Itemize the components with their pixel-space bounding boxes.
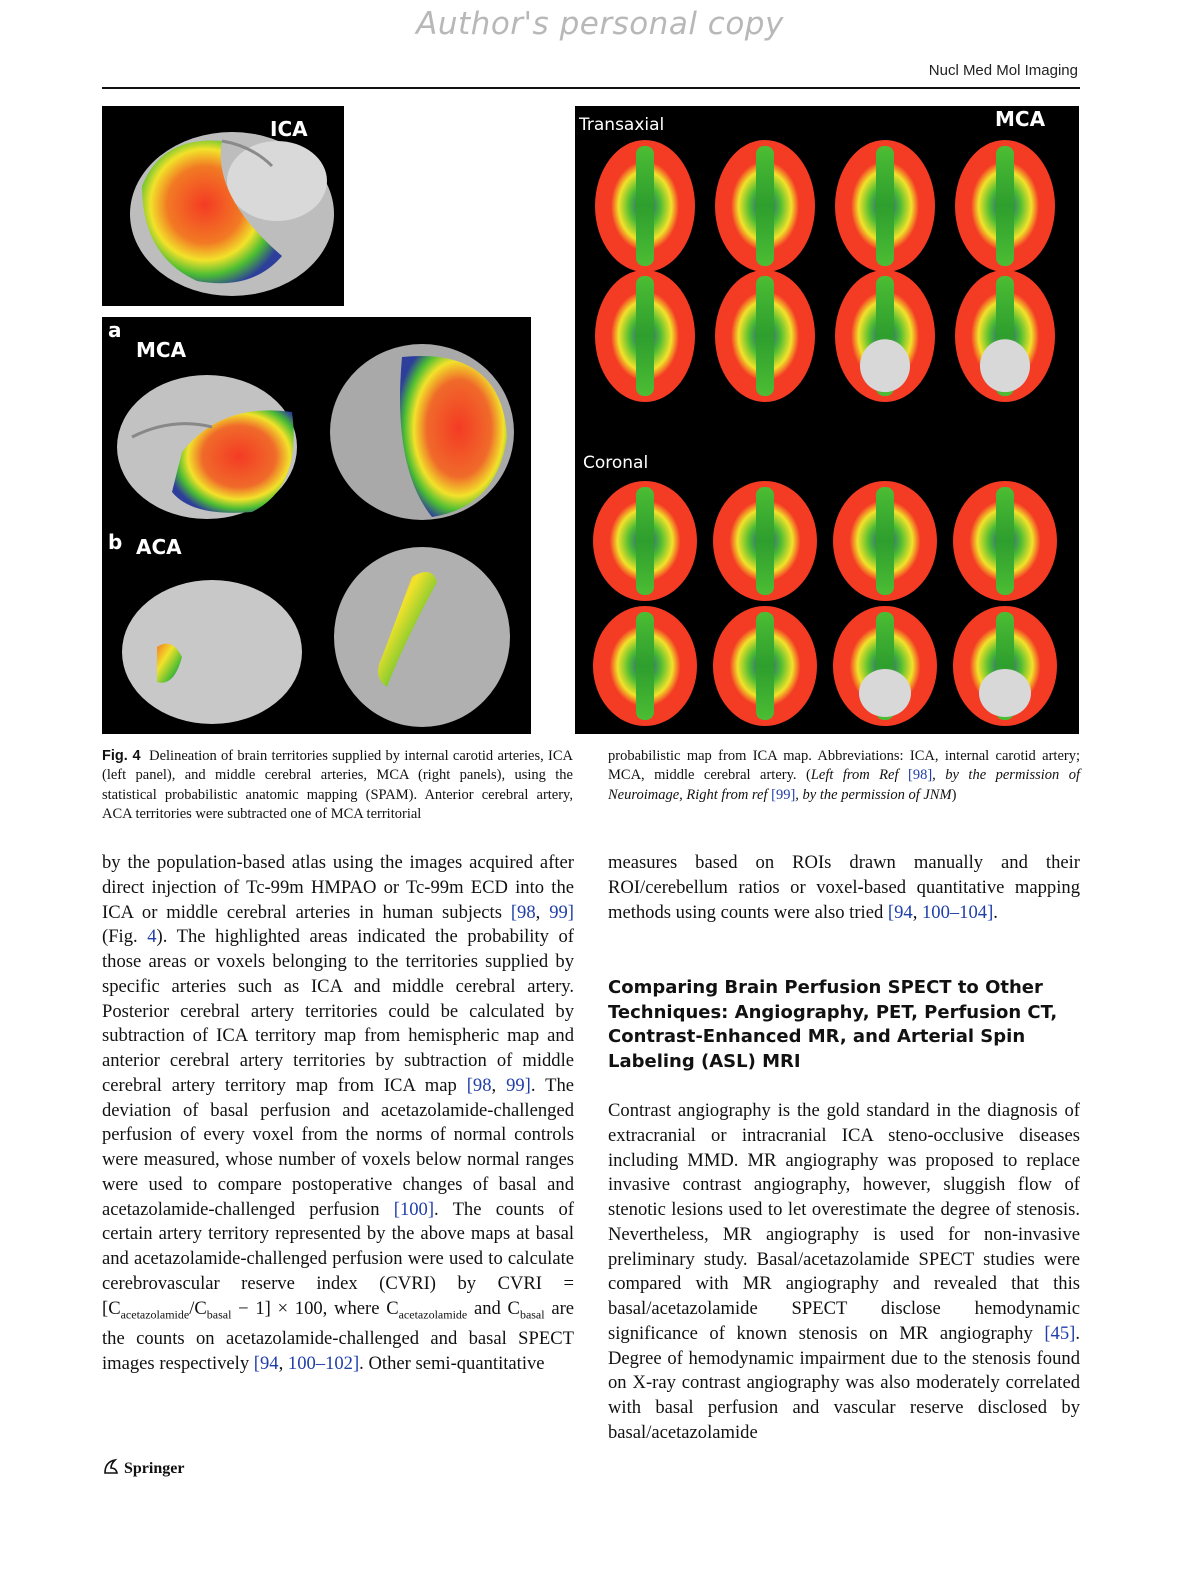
ref-link[interactable]: 100–102] [287, 1352, 360, 1374]
brain-slice-midline [636, 276, 654, 396]
cerebellum-region [860, 339, 910, 392]
header-rule [102, 87, 1080, 89]
figure-caption-right: probabilistic map from ICA map. Abbreviations: ICA, internal carotid artery; MCA, middle cerebral artery. (Left from Ref [98], by the permission of Neuroimage, Right from ref [99], by the permission of JNM) [608, 748, 1081, 803]
panel-ica-label: ICA [270, 117, 308, 141]
panel-b-letter: b [108, 530, 123, 554]
cerebellum-region [980, 339, 1030, 392]
ref-link[interactable]: [100] [393, 1198, 435, 1220]
right-transaxial-label: Transaxial [579, 115, 665, 135]
brain-slice-midline [636, 487, 654, 595]
cerebellum-region [859, 669, 911, 717]
brain-slice-midline [756, 487, 774, 595]
figure-panel-mca-aca [102, 317, 531, 734]
footer-publisher: Springer [102, 1458, 184, 1481]
ref-link[interactable]: [94 [887, 901, 913, 923]
brain-slice-midline [996, 487, 1014, 595]
ref-link[interactable]: [94 [253, 1352, 279, 1374]
ref-link[interactable]: [99] [771, 786, 796, 803]
caption-fig-label: Fig. 4 [102, 748, 141, 764]
slice-grid [593, 140, 1057, 726]
body-column-left: by the population-based atlas using the images acquired after direct injection of Tc-99m HMPAO or Tc-99m ECD into the ICA or middle cerebral arteries in human subjects [98, 99] (Fig. 4). The highlighted areas indicated the probability of those areas or voxels belonging to the territories supplied by specific arteries such as ICA and middle cerebral artery. Posterior cerebral artery territories could be calculated by subtraction of ICA territory map from hemispheric map and anterior cerebral artery territories by subtraction of middle cerebral artery territory map from ICA map [98, 99]. The deviation of basal perfusion and acetazolamide-challenged perfusion of every voxel from the norms of normal controls were measured, whose number of voxels below normal ranges were used to compare postoperative changes of basal and acetazolamide-challenged perfusion [100]. The counts of certain artery territory represented by the above maps at basal and acetazolamide-challenged perfusion were used to calculate cerebrovascular reserve index (CVRI) by CVRI = $[C_{acetazolamide}/C_{basal} - 1] \times 100$, where $C_{acetazolamide}$ and $C_{basal}$ are the counts on acetazolamide-challenged and basal SPECT images respectively [94, 100–102]. Other semi-quantitative [102, 852, 575, 1374]
ref-link[interactable]: 100–104] [921, 901, 994, 923]
ref-link[interactable]: 99] [549, 901, 574, 923]
springer-logo-icon [102, 1458, 120, 1481]
figure-panel-ica [102, 106, 344, 306]
watermark: Author's personal copy [416, 6, 784, 42]
ref-link[interactable]: 99] [506, 1074, 531, 1096]
brain-slice-midline [876, 487, 894, 595]
ref-link[interactable]: [98 [466, 1074, 492, 1096]
panel-b-label: ACA [136, 535, 182, 559]
ref-link[interactable]: [98] [908, 767, 933, 784]
brain-slice-midline [876, 146, 894, 266]
brain-slice-midline [636, 612, 654, 720]
right-mca-label: MCA [995, 107, 1046, 131]
ref-link[interactable]: [45] [1044, 1322, 1076, 1344]
section-heading: Comparing Brain Perfusion SPECT to Other Techniques: Angiography, PET, Perfusion CT, Contrast-Enhanced MR, and Arterial Spin Labeling (ASL) MRI [608, 977, 1058, 1072]
figure-caption-left [102, 747, 573, 824]
caption-left-text: Delineation of brain territories supplied by internal carotid arteries, ICA (left panel), and middle cerebral arteries, MCA (right panels), using the statistical probabilistic anatomic mapping (SPAM). Anterior cerebral artery, ACA territories were subtracted one of MCA territorial [102, 748, 573, 822]
figure-panel-mca-slices [575, 106, 1079, 734]
panel-a-letter: a [108, 318, 122, 342]
brain-slice-midline [636, 146, 654, 266]
brain-slice-midline [756, 276, 774, 396]
body-column-right-top: measures based on ROIs drawn manually and their ROI/cerebellum ratios or voxel-based quantitative mapping methods using counts were also tried [94, 100–104]. [608, 852, 1080, 923]
brain-slice-midline [756, 146, 774, 266]
ref-link[interactable]: [98 [510, 901, 536, 923]
panel-a-label: MCA [136, 338, 187, 362]
fig-link[interactable]: 4 [147, 926, 157, 948]
body-column-right-bottom: Contrast angiography is the gold standard in the diagnosis of extracranial or intracranial ICA steno-occlusive diseases including MMD. MR angiography was proposed to replace invasive contrast angiography, however, sluggish flow of stenotic lesions used to let overestimate the degree of stenosis. Nevertheless, MR angiography is used for non-invasive preliminary study. Basal/acetazolamide SPECT studies were compared with MR angiography and revealed that this basal/acetazolamide SPECT disclose hemodynamic significance of known stenosis on MR angiography [45]. Degree of hemodynamic impairment due to the stenosis found on X-ray contrast angiography was also moderately correlated with basal perfusion and vascular reserve disclosed by basal/acetazolamide [608, 1100, 1080, 1443]
brain-slice-midline [996, 146, 1014, 266]
brain-slice-midline [756, 612, 774, 720]
cerebellum-region [979, 669, 1031, 717]
journal-name: Nucl Med Mol Imaging [928, 62, 1078, 79]
right-coronal-label: Coronal [583, 453, 649, 473]
